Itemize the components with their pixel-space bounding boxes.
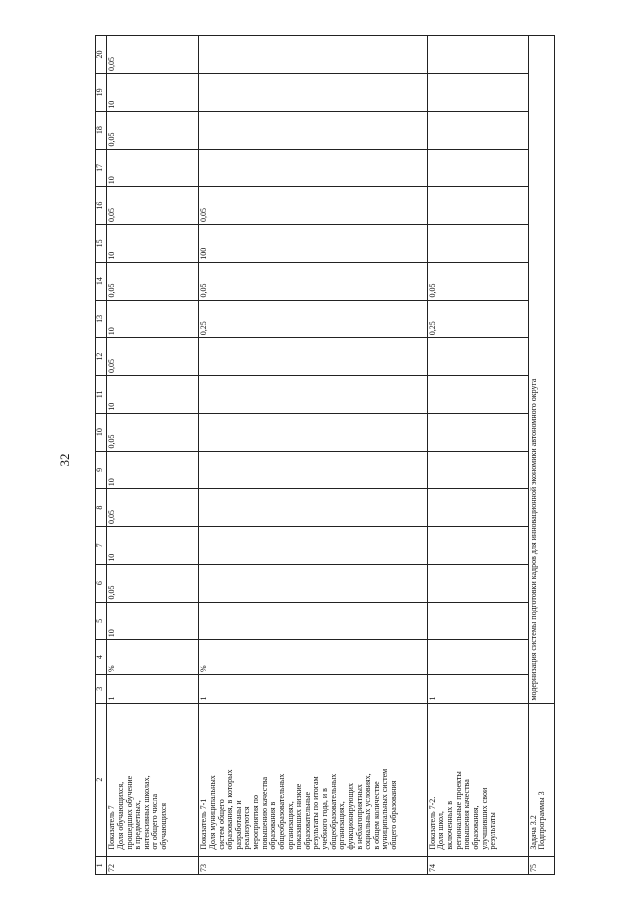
row-number: 73	[199, 856, 428, 874]
column-header: 14	[96, 262, 107, 300]
row-number: 72	[107, 856, 199, 874]
value-cell: 0,25	[199, 300, 428, 338]
value-cell	[427, 111, 528, 149]
row-number: 75	[528, 856, 554, 874]
column-header: 8	[96, 489, 107, 527]
value-cell	[427, 451, 528, 489]
value-cell: 100	[199, 225, 428, 263]
indicator-name: Показатель 7-2. Доля школ, включенных в региональные проекты повышения качества образования, улучшивших свои результаты	[427, 703, 528, 856]
value-cell: 0,05	[427, 262, 528, 300]
page-number: 32	[57, 453, 72, 467]
unit-code: 1	[107, 674, 199, 703]
value-cell	[427, 74, 528, 112]
unit-measure: %	[199, 640, 428, 675]
column-header: 10	[96, 413, 107, 451]
column-header: 4	[96, 640, 107, 675]
value-cell: 0,05	[107, 36, 199, 74]
indicator-name: Задача 3.2 Подпрограммы 3	[528, 703, 554, 856]
indicator-table	[95, 35, 555, 875]
unit-measure	[427, 640, 528, 675]
value-cell	[427, 527, 528, 565]
table-row	[107, 36, 199, 875]
table-container	[95, 35, 555, 875]
value-cell	[427, 187, 528, 225]
value-cell: 0,05	[107, 489, 199, 527]
value-cell	[199, 564, 428, 602]
column-header: 1	[96, 856, 107, 874]
value-cell	[427, 149, 528, 187]
value-cell: 0,05	[199, 262, 428, 300]
column-header: 6	[96, 564, 107, 602]
table-row	[427, 36, 528, 875]
column-header: 19	[96, 74, 107, 112]
value-cell: 0,05	[107, 338, 199, 376]
column-header: 7	[96, 527, 107, 565]
value-cell	[427, 564, 528, 602]
row-number: 74	[427, 856, 528, 874]
unit-code: 1	[427, 674, 528, 703]
indicator-name: Показатель 7-1 Доля муниципальных систем общего образования, в которых разработаны и реализуются мероприятия по повышению качества образования в общеобразовательных организациях, показавших низкие образовательные результаты по итогам учебного года, и в общеобразовательных организациях, функционирующих в неблагоприятных социальных условиях, в общем количестве муниципальных систем общего образования	[199, 703, 428, 856]
value-cell	[427, 225, 528, 263]
value-cell	[199, 527, 428, 565]
value-cell: 0,05	[107, 413, 199, 451]
value-cell	[199, 489, 428, 527]
column-header: 15	[96, 225, 107, 263]
indicator-name: Показатель 7 Доля обучающихся, прошедших обучение в предметных, интенсивных школах, от общего числа обучающихся	[107, 703, 199, 856]
value-cell	[427, 36, 528, 74]
value-cell	[199, 451, 428, 489]
column-header: 17	[96, 149, 107, 187]
value-cell	[427, 602, 528, 640]
value-cell	[427, 338, 528, 376]
task-description: модернизация системы подготовки кадров для инновационной экономики автономного округа	[528, 36, 554, 704]
value-cell: 0,05	[107, 111, 199, 149]
value-cell: 10	[107, 527, 199, 565]
value-cell: 10	[107, 376, 199, 414]
value-cell	[199, 338, 428, 376]
column-header: 16	[96, 187, 107, 225]
table-row	[199, 36, 428, 875]
value-cell: 10	[107, 300, 199, 338]
value-cell	[199, 74, 428, 112]
column-header: 2	[96, 703, 107, 856]
unit-code: 1	[199, 674, 428, 703]
value-cell	[199, 376, 428, 414]
value-cell: 10	[107, 451, 199, 489]
value-cell: 10	[107, 602, 199, 640]
column-header: 11	[96, 376, 107, 414]
column-header: 12	[96, 338, 107, 376]
value-cell: 0,05	[199, 187, 428, 225]
value-cell: 0,05	[107, 262, 199, 300]
column-header: 9	[96, 451, 107, 489]
column-header: 20	[96, 36, 107, 74]
value-cell: 0,05	[107, 187, 199, 225]
value-cell: 10	[107, 225, 199, 263]
value-cell	[427, 489, 528, 527]
value-cell	[199, 602, 428, 640]
column-header: 18	[96, 111, 107, 149]
table-row	[528, 36, 554, 875]
table-header-row	[96, 36, 107, 875]
column-header: 3	[96, 674, 107, 703]
value-cell: 10	[107, 149, 199, 187]
value-cell: 10	[107, 74, 199, 112]
value-cell	[427, 413, 528, 451]
unit-measure: %	[107, 640, 199, 675]
value-cell	[199, 413, 428, 451]
column-header: 13	[96, 300, 107, 338]
column-header: 5	[96, 602, 107, 640]
value-cell	[199, 149, 428, 187]
value-cell: 0,05	[107, 564, 199, 602]
value-cell	[427, 376, 528, 414]
value-cell: 0,25	[427, 300, 528, 338]
value-cell	[199, 36, 428, 74]
value-cell	[199, 111, 428, 149]
